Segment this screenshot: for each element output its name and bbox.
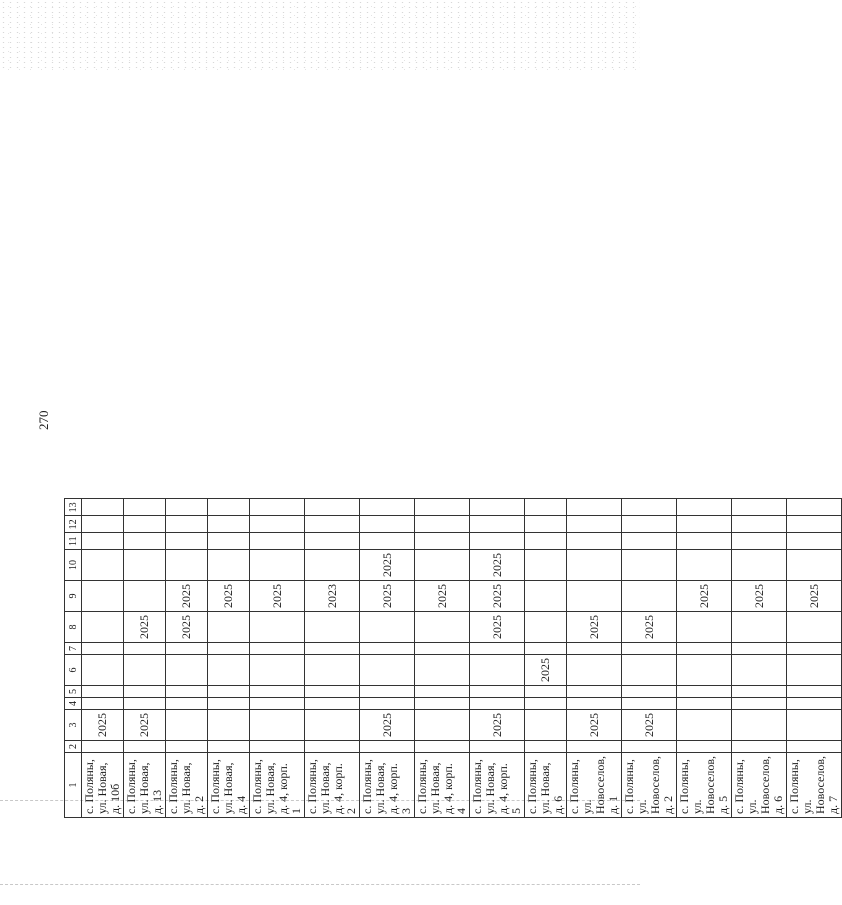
table-header-row (65, 499, 82, 818)
year-cell (787, 612, 842, 643)
header-cell: 12 (65, 516, 82, 533)
year-cell (124, 550, 166, 581)
year-cell (250, 516, 305, 533)
year-cell (787, 533, 842, 550)
year-cell (415, 499, 470, 516)
address-cell: с. Поляны, ул. Новая, д. 4, корп. 3 (360, 753, 415, 818)
year-cell (677, 686, 732, 698)
year-cell: 2025 (208, 581, 250, 612)
year-cell (250, 643, 305, 655)
year-cell (82, 741, 124, 753)
year-cell (567, 655, 622, 686)
year-cell (124, 581, 166, 612)
year-cell (567, 499, 622, 516)
year-cell (677, 516, 732, 533)
year-cell (787, 550, 842, 581)
header-cell: 11 (65, 533, 82, 550)
year-cell (360, 686, 415, 698)
year-cell (787, 710, 842, 741)
year-cell (360, 741, 415, 753)
year-cell (525, 581, 567, 612)
year-cell (525, 741, 567, 753)
year-cell (305, 655, 360, 686)
year-cell (208, 516, 250, 533)
table-row (525, 499, 567, 818)
year-cell (360, 612, 415, 643)
table-row (360, 499, 415, 818)
year-cell (677, 499, 732, 516)
year-cell (124, 686, 166, 698)
year-cell (677, 655, 732, 686)
table-row (208, 499, 250, 818)
year-cell (250, 550, 305, 581)
year-cell (250, 710, 305, 741)
page-number: 270 (36, 410, 51, 430)
year-cell (166, 550, 208, 581)
year-cell (732, 741, 787, 753)
year-cell (470, 533, 525, 550)
year-cell (622, 643, 677, 655)
year-cell (124, 741, 166, 753)
year-cell (732, 655, 787, 686)
address-cell: с. Поляны, ул. Новая, д. 13 (124, 753, 166, 818)
year-cell (166, 698, 208, 710)
year-cell (305, 741, 360, 753)
year-cell (124, 698, 166, 710)
year-cell (622, 655, 677, 686)
year-cell (525, 698, 567, 710)
scan-noise (0, 0, 640, 70)
year-cell (208, 710, 250, 741)
year-cell (208, 533, 250, 550)
year-cell (82, 643, 124, 655)
header-cell: 1 (65, 753, 82, 818)
year-cell (677, 710, 732, 741)
data-table (64, 498, 842, 818)
year-cell (622, 686, 677, 698)
year-cell (470, 499, 525, 516)
year-cell (360, 698, 415, 710)
year-cell (415, 612, 470, 643)
year-cell (124, 499, 166, 516)
table-row (250, 499, 305, 818)
year-cell (622, 581, 677, 612)
year-cell: 2025 (166, 612, 208, 643)
year-cell (360, 533, 415, 550)
address-cell: с. Поляны, ул. Новоселов, д. 6 (732, 753, 787, 818)
year-cell (525, 550, 567, 581)
address-cell: с. Поляны, ул. Новая, д. 4, корп. 1 (250, 753, 305, 818)
year-cell (567, 741, 622, 753)
year-cell (525, 710, 567, 741)
year-cell: 2025 (732, 581, 787, 612)
year-cell (415, 698, 470, 710)
year-cell (360, 643, 415, 655)
year-cell (82, 612, 124, 643)
year-cell (305, 710, 360, 741)
header-cell: 10 (65, 550, 82, 581)
year-cell (166, 533, 208, 550)
year-cell (677, 643, 732, 655)
table-row (124, 499, 166, 818)
year-cell (250, 655, 305, 686)
table-row (305, 499, 360, 818)
year-cell (166, 516, 208, 533)
year-cell (787, 643, 842, 655)
year-cell (787, 741, 842, 753)
year-cell (470, 516, 525, 533)
year-cell (732, 533, 787, 550)
header-cell: 5 (65, 686, 82, 698)
year-cell: 2025 (470, 550, 525, 581)
year-cell (82, 550, 124, 581)
table-row (567, 499, 622, 818)
year-cell (305, 550, 360, 581)
table-row (622, 499, 677, 818)
year-cell (166, 499, 208, 516)
year-cell (732, 643, 787, 655)
header-cell: 6 (65, 655, 82, 686)
header-cell: 3 (65, 710, 82, 741)
year-cell (732, 550, 787, 581)
year-cell (305, 643, 360, 655)
year-cell (567, 686, 622, 698)
year-cell (677, 612, 732, 643)
year-cell (622, 741, 677, 753)
year-cell (787, 686, 842, 698)
year-cell (360, 655, 415, 686)
header-cell: 8 (65, 612, 82, 643)
year-cell (732, 499, 787, 516)
year-cell (360, 499, 415, 516)
year-cell: 2025 (567, 710, 622, 741)
year-cell (732, 612, 787, 643)
year-cell (415, 533, 470, 550)
year-cell (415, 710, 470, 741)
year-cell (567, 643, 622, 655)
year-cell (305, 533, 360, 550)
year-cell (415, 686, 470, 698)
year-cell (677, 698, 732, 710)
year-cell (82, 499, 124, 516)
year-cell (415, 741, 470, 753)
year-cell (677, 550, 732, 581)
year-cell (208, 655, 250, 686)
address-cell: с. Поляны, ул. Новоселов, д. 5 (677, 753, 732, 818)
year-cell (525, 533, 567, 550)
year-cell (732, 516, 787, 533)
year-cell (305, 612, 360, 643)
year-cell: 2025 (470, 612, 525, 643)
year-cell (787, 516, 842, 533)
year-cell (82, 516, 124, 533)
table-row (787, 499, 842, 818)
address-cell: с. Поляны, ул. Новая, д. 6 (525, 753, 567, 818)
year-cell: 2025 (82, 710, 124, 741)
year-cell (567, 550, 622, 581)
year-cell (415, 516, 470, 533)
year-cell: 2023 (305, 581, 360, 612)
header-cell: 2 (65, 741, 82, 753)
year-cell (166, 643, 208, 655)
address-cell: с. Поляны, ул. Новая, д. 4, корп. 2 (305, 753, 360, 818)
year-cell (305, 516, 360, 533)
year-cell: 2025 (470, 581, 525, 612)
year-cell (525, 516, 567, 533)
year-cell (677, 533, 732, 550)
year-cell (732, 686, 787, 698)
address-cell: с. Поляны, ул. Новая, д. 4 (208, 753, 250, 818)
year-cell (166, 686, 208, 698)
table-row (82, 499, 124, 818)
table-row (732, 499, 787, 818)
address-cell: с. Поляны, ул. Новоселов, д. 7 (787, 753, 842, 818)
year-cell: 2025 (525, 655, 567, 686)
year-cell: 2025 (250, 581, 305, 612)
year-cell (470, 643, 525, 655)
year-cell (82, 686, 124, 698)
address-cell: с. Поляны, ул. Новоселов, д. 1 (567, 753, 622, 818)
year-cell (567, 516, 622, 533)
table-row (470, 499, 525, 818)
year-cell (470, 655, 525, 686)
year-cell: 2025 (677, 581, 732, 612)
year-cell (208, 698, 250, 710)
year-cell (124, 516, 166, 533)
year-cell (525, 499, 567, 516)
year-cell (525, 643, 567, 655)
address-cell: с. Поляны, ул. Новая, д. 4, корп. 5 (470, 753, 525, 818)
year-cell (305, 499, 360, 516)
year-cell (305, 698, 360, 710)
year-cell (415, 643, 470, 655)
year-cell (250, 499, 305, 516)
year-cell (732, 710, 787, 741)
year-cell (82, 533, 124, 550)
address-cell: с. Поляны, ул. Новоселов, д. 2 (622, 753, 677, 818)
year-cell (124, 533, 166, 550)
year-cell (470, 741, 525, 753)
year-cell (208, 550, 250, 581)
year-cell (622, 698, 677, 710)
year-cell: 2025 (415, 581, 470, 612)
address-cell: с. Поляны, ул. Новая, д. 10б (82, 753, 124, 818)
year-cell (622, 533, 677, 550)
address-cell: с. Поляны, ул. Новая, д. 2 (166, 753, 208, 818)
year-cell (82, 698, 124, 710)
year-cell (82, 655, 124, 686)
year-cell (360, 516, 415, 533)
year-cell (82, 581, 124, 612)
year-cell (622, 516, 677, 533)
year-cell (305, 686, 360, 698)
year-cell: 2025 (124, 710, 166, 741)
year-cell (208, 643, 250, 655)
year-cell: 2025 (360, 581, 415, 612)
year-cell (567, 698, 622, 710)
table-row (415, 499, 470, 818)
year-cell (166, 741, 208, 753)
header-cell: 9 (65, 581, 82, 612)
year-cell (732, 698, 787, 710)
year-cell (250, 698, 305, 710)
year-cell (787, 698, 842, 710)
year-cell (166, 655, 208, 686)
year-cell: 2025 (124, 612, 166, 643)
address-cell: с. Поляны, ул. Новая, д. 4, корп. 4 (415, 753, 470, 818)
year-cell (622, 499, 677, 516)
year-cell (250, 686, 305, 698)
scan-artifact-line (0, 884, 640, 885)
year-cell (208, 686, 250, 698)
year-cell (415, 655, 470, 686)
year-cell: 2025 (622, 710, 677, 741)
year-cell: 2025 (166, 581, 208, 612)
year-cell (250, 533, 305, 550)
year-cell (166, 710, 208, 741)
year-cell (124, 655, 166, 686)
year-cell (208, 741, 250, 753)
header-cell: 4 (65, 698, 82, 710)
year-cell (208, 612, 250, 643)
table-row (677, 499, 732, 818)
year-cell: 2025 (360, 710, 415, 741)
year-cell (567, 581, 622, 612)
year-cell: 2025 (567, 612, 622, 643)
year-cell (525, 612, 567, 643)
year-cell (677, 741, 732, 753)
year-cell: 2025 (622, 612, 677, 643)
year-cell: 2025 (470, 710, 525, 741)
year-cell (787, 499, 842, 516)
table-row (166, 499, 208, 818)
year-cell (787, 655, 842, 686)
year-cell (124, 643, 166, 655)
year-cell (208, 499, 250, 516)
year-cell (250, 612, 305, 643)
year-cell: 2025 (787, 581, 842, 612)
year-cell (525, 686, 567, 698)
year-cell (415, 550, 470, 581)
year-cell (470, 698, 525, 710)
year-cell: 2025 (360, 550, 415, 581)
year-cell (622, 550, 677, 581)
year-cell (250, 741, 305, 753)
header-cell: 7 (65, 643, 82, 655)
year-cell (567, 533, 622, 550)
header-cell: 13 (65, 499, 82, 516)
year-cell (470, 686, 525, 698)
